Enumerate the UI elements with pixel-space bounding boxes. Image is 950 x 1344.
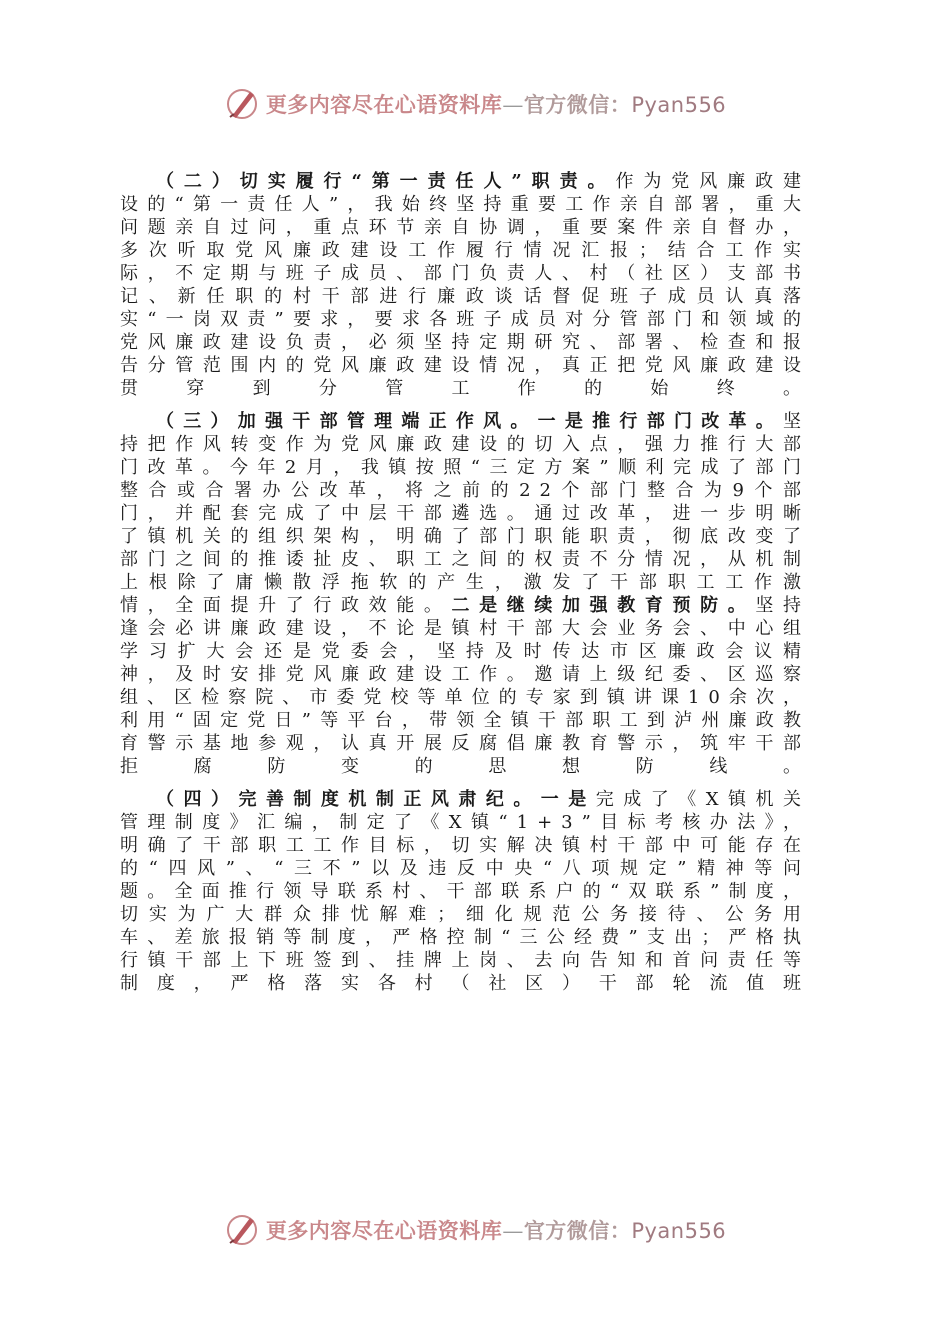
footer-banner-dash: —	[502, 1219, 524, 1243]
paragraph-3-text-2: 坚持逢会必讲廉政建设，不论是镇村干部大会业务会、中心组学习扩大会还是党委会，坚持及时传达市区廉政会议精神，及时安排党风廉政建设工作。邀请上级纪委、区巡察组、区检察院、市委党校等单位的专家到镇讲课10余次，利用“固定党日”等平台，带领全镇干部职工到泸州廉政教育警示基地参观，认真开展反腐倡廉教育警示，筑牢干部拒腐防变的思想防线。	[120, 595, 810, 777]
footer-banner-wechat: 官方微信：	[523, 1218, 632, 1243]
paragraph-3-heading: （三）加强干部管理端正作风。一是推行部门改革。	[156, 411, 783, 432]
footer-banner-main: 更多内容尽在心语资料库	[265, 1218, 503, 1243]
footer-banner-id: Pyan556	[631, 1219, 727, 1243]
paragraph-3-text-1: 坚持把作风转变作为党风廉政建设的切入点，强力推行大部门改革。今年2月，我镇按照“三定方案”顺利完成了部门整合或合署办公改革，将之前的22个部门整合为9个部门，并配套完成了中层干部遴选。通过改革，进一步明晰了镇机关的组织架构，明确了部门职能职责，彻底改变了部门之间的推诿扯皮、职工之间的权责不分情况，从机制上根除了庸懒散浮拖软的产生，激发了干部职工工作激情，全面提升了行政效能。	[120, 411, 810, 616]
header-banner-main: 更多内容尽在心语资料库	[265, 92, 503, 117]
header-banner-id: Pyan556	[631, 93, 727, 117]
paragraph-2-text: 作为党风廉政建设的“第一责任人”，我始终坚持重要工作亲自部署，重大问题亲自过问，重点环节亲自协调，重要案件亲自督办，多次听取党风廉政建设工作履行情况汇报；结合工作实际，不定期与班子成员、部门负责人、村（社区）支部书记、新任职的村干部进行廉政谈话督促班子成员认真落实“一岗双责”要求，要求各班子成员对分管部门和领域的党风廉政建设负责，必须坚持定期研究、部署、检查和报告分管范围内的党风廉政建设情况，真正把党风廉政建设贯穿到分管工作的始终。	[120, 171, 810, 399]
quill-pen-logo	[224, 86, 260, 122]
paragraph-2-heading: （二）切实履行“第一责任人”职责。	[156, 171, 616, 192]
paragraph-2	[120, 170, 810, 400]
header-banner-wechat: 官方微信：	[523, 92, 632, 117]
paragraph-4	[120, 788, 810, 995]
paragraph-4-text: 完成了《X镇机关管理制度》汇编，制定了《X镇“1+3”目标考核办法》，明确了干部职工工作目标，切实解决镇村干部中可能存在的“四风”、“三不”以及违反中央“八项规定”精神等问题。全面推行领导联系村、干部联系户的“双联系”制度，切实为广大群众排忧解难；细化规范公务接待、公务用车、差旅报销等制度，严格控制“三公经费”支出；严格执行镇干部上下班签到、挂牌上岗、去向告知和首问责任等制度，严格落实各村（社区）干部轮流值班	[120, 789, 810, 994]
footer-banner	[0, 1210, 950, 1250]
paragraph-4-heading: （四）完善制度机制正风肃纪。一是	[156, 789, 596, 810]
footer-banner-text	[266, 1215, 726, 1245]
paragraph-3-heading-2: 二是继续加强教育预防。	[451, 595, 756, 616]
quill-pen-logo	[224, 1212, 260, 1248]
header-banner-text	[266, 89, 726, 119]
paragraph-3	[120, 410, 810, 778]
document-body	[120, 170, 810, 1005]
header-banner	[0, 84, 950, 124]
header-banner-dash: —	[502, 93, 524, 117]
